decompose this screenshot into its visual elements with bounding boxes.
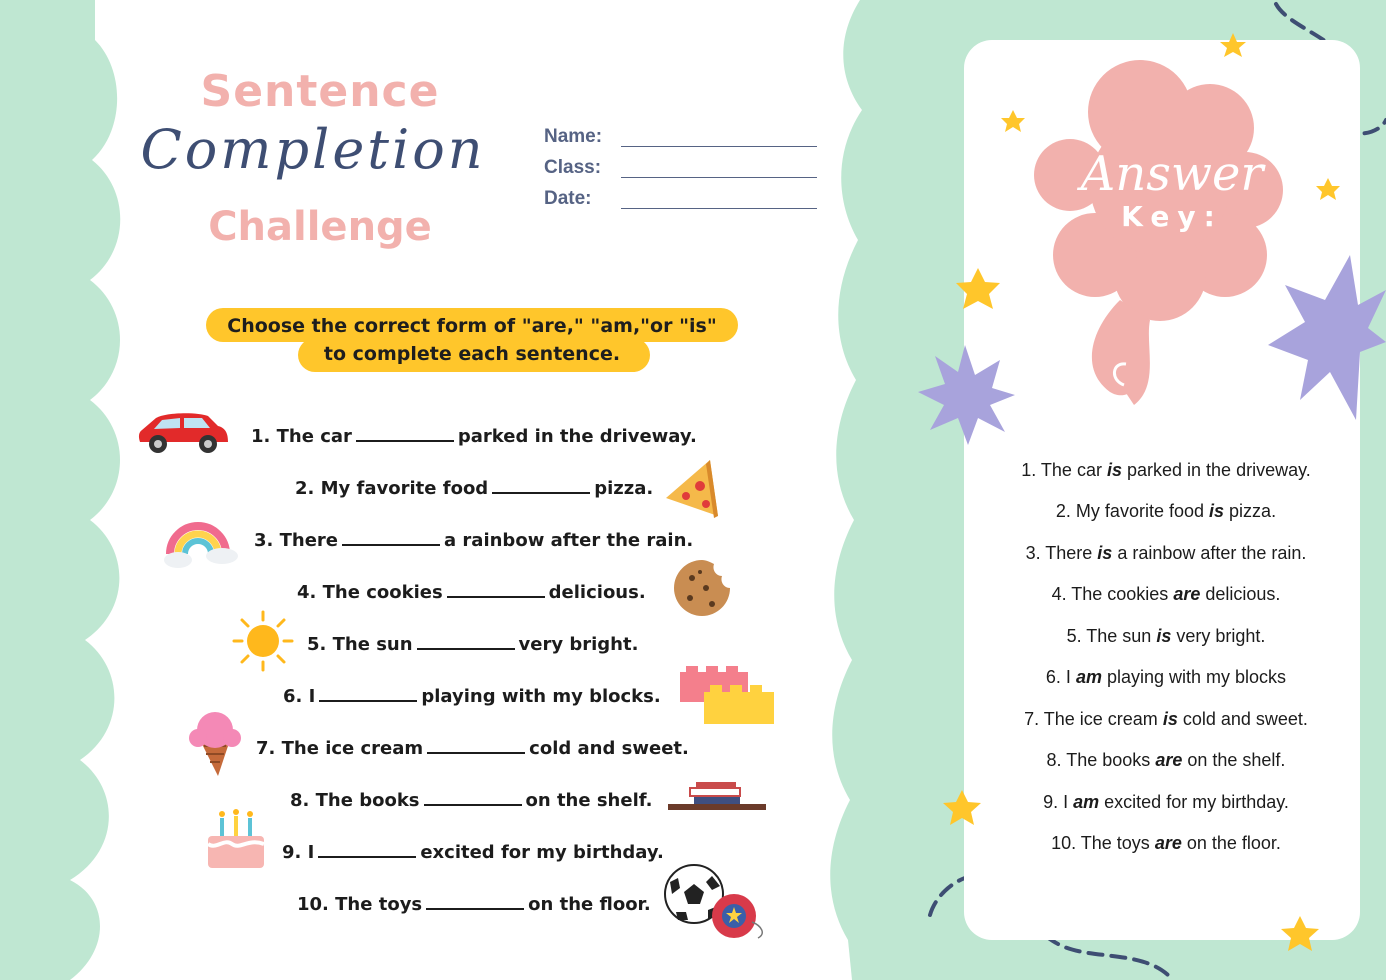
answer-blank[interactable] (492, 474, 590, 494)
answer-9: 9. I am excited for my birthday. (1043, 792, 1289, 812)
question-8: 8. The books on the shelf. (290, 786, 652, 811)
question-7: 7. The ice cream cold and sweet. (256, 734, 689, 759)
cookie-icon (672, 558, 732, 618)
answer-blank[interactable] (342, 526, 440, 546)
date-line[interactable] (621, 208, 817, 209)
name-line[interactable] (621, 146, 817, 147)
answer-4: 4. The cookies are delicious. (1051, 584, 1281, 604)
answer-blank[interactable] (424, 786, 522, 806)
answer-key-title-line1: Answer (1080, 146, 1264, 202)
question-1: 1. The car parked in the driveway. (251, 422, 697, 447)
purple-starburst-icon (1268, 255, 1386, 420)
class-field[interactable] (544, 157, 824, 181)
purple-starburst-icon (918, 345, 1015, 445)
answer-6: 6. I am playing with my blocks (1045, 667, 1287, 687)
cake-icon (206, 808, 266, 872)
books-icon (668, 780, 766, 812)
date-field[interactable] (544, 188, 824, 212)
title-completion: Completion (140, 118, 486, 181)
car-icon (136, 408, 230, 456)
answer-7: 7. The ice cream is cold and sweet. (1024, 709, 1308, 729)
answer-10: 10. The toys are on the floor. (1051, 833, 1281, 853)
instructions-line1: Choose the correct form of "are," "am,"or "is" (227, 315, 717, 337)
class-line[interactable] (621, 177, 817, 178)
instructions-banner (206, 308, 738, 372)
title-challenge: Challenge (208, 204, 432, 250)
title-sentence: Sentence (200, 66, 440, 117)
name-label: Name: (544, 126, 603, 147)
answer-blank[interactable] (318, 838, 416, 858)
instructions-line2: to complete each sentence. (323, 343, 621, 365)
question-9: 9. I excited for my birthday. (282, 838, 664, 863)
class-label: Class: (544, 157, 602, 178)
question-4: 4. The cookies delicious. (297, 578, 646, 603)
answer-blank[interactable] (427, 734, 525, 754)
answer-5: 5. The sun is very bright. (1066, 626, 1266, 646)
question-5: 5. The sun very bright. (307, 630, 638, 655)
answer-blank[interactable] (356, 422, 454, 442)
answer-key-title-line2: Key: (1121, 200, 1223, 233)
question-3: 3. There a rainbow after the rain. (254, 526, 693, 551)
question-2: 2. My favorite food pizza. (295, 474, 653, 499)
answer-8: 8. The books are on the shelf. (1046, 750, 1286, 770)
question-6: 6. I playing with my blocks. (283, 682, 661, 707)
ice-cream-icon (186, 710, 244, 778)
answer-blank[interactable] (417, 630, 515, 650)
blocks-icon (678, 660, 776, 728)
answer-2: 2. My favorite food is pizza. (1055, 501, 1277, 521)
date-label: Date: (544, 188, 592, 209)
question-10: 10. The toys on the floor. (297, 890, 651, 915)
answer-3: 3. There is a rainbow after the rain. (1025, 543, 1307, 563)
pizza-icon (664, 458, 720, 520)
rainbow-icon (162, 510, 240, 572)
answer-blank[interactable] (447, 578, 545, 598)
answer-blank[interactable] (319, 682, 417, 702)
sun-icon (232, 610, 294, 672)
name-field[interactable] (544, 126, 824, 150)
answer-1: 1. The car is parked in the driveway. (1021, 460, 1311, 480)
ball-and-yoyo-icon (662, 864, 770, 944)
answer-blank[interactable] (426, 890, 524, 910)
